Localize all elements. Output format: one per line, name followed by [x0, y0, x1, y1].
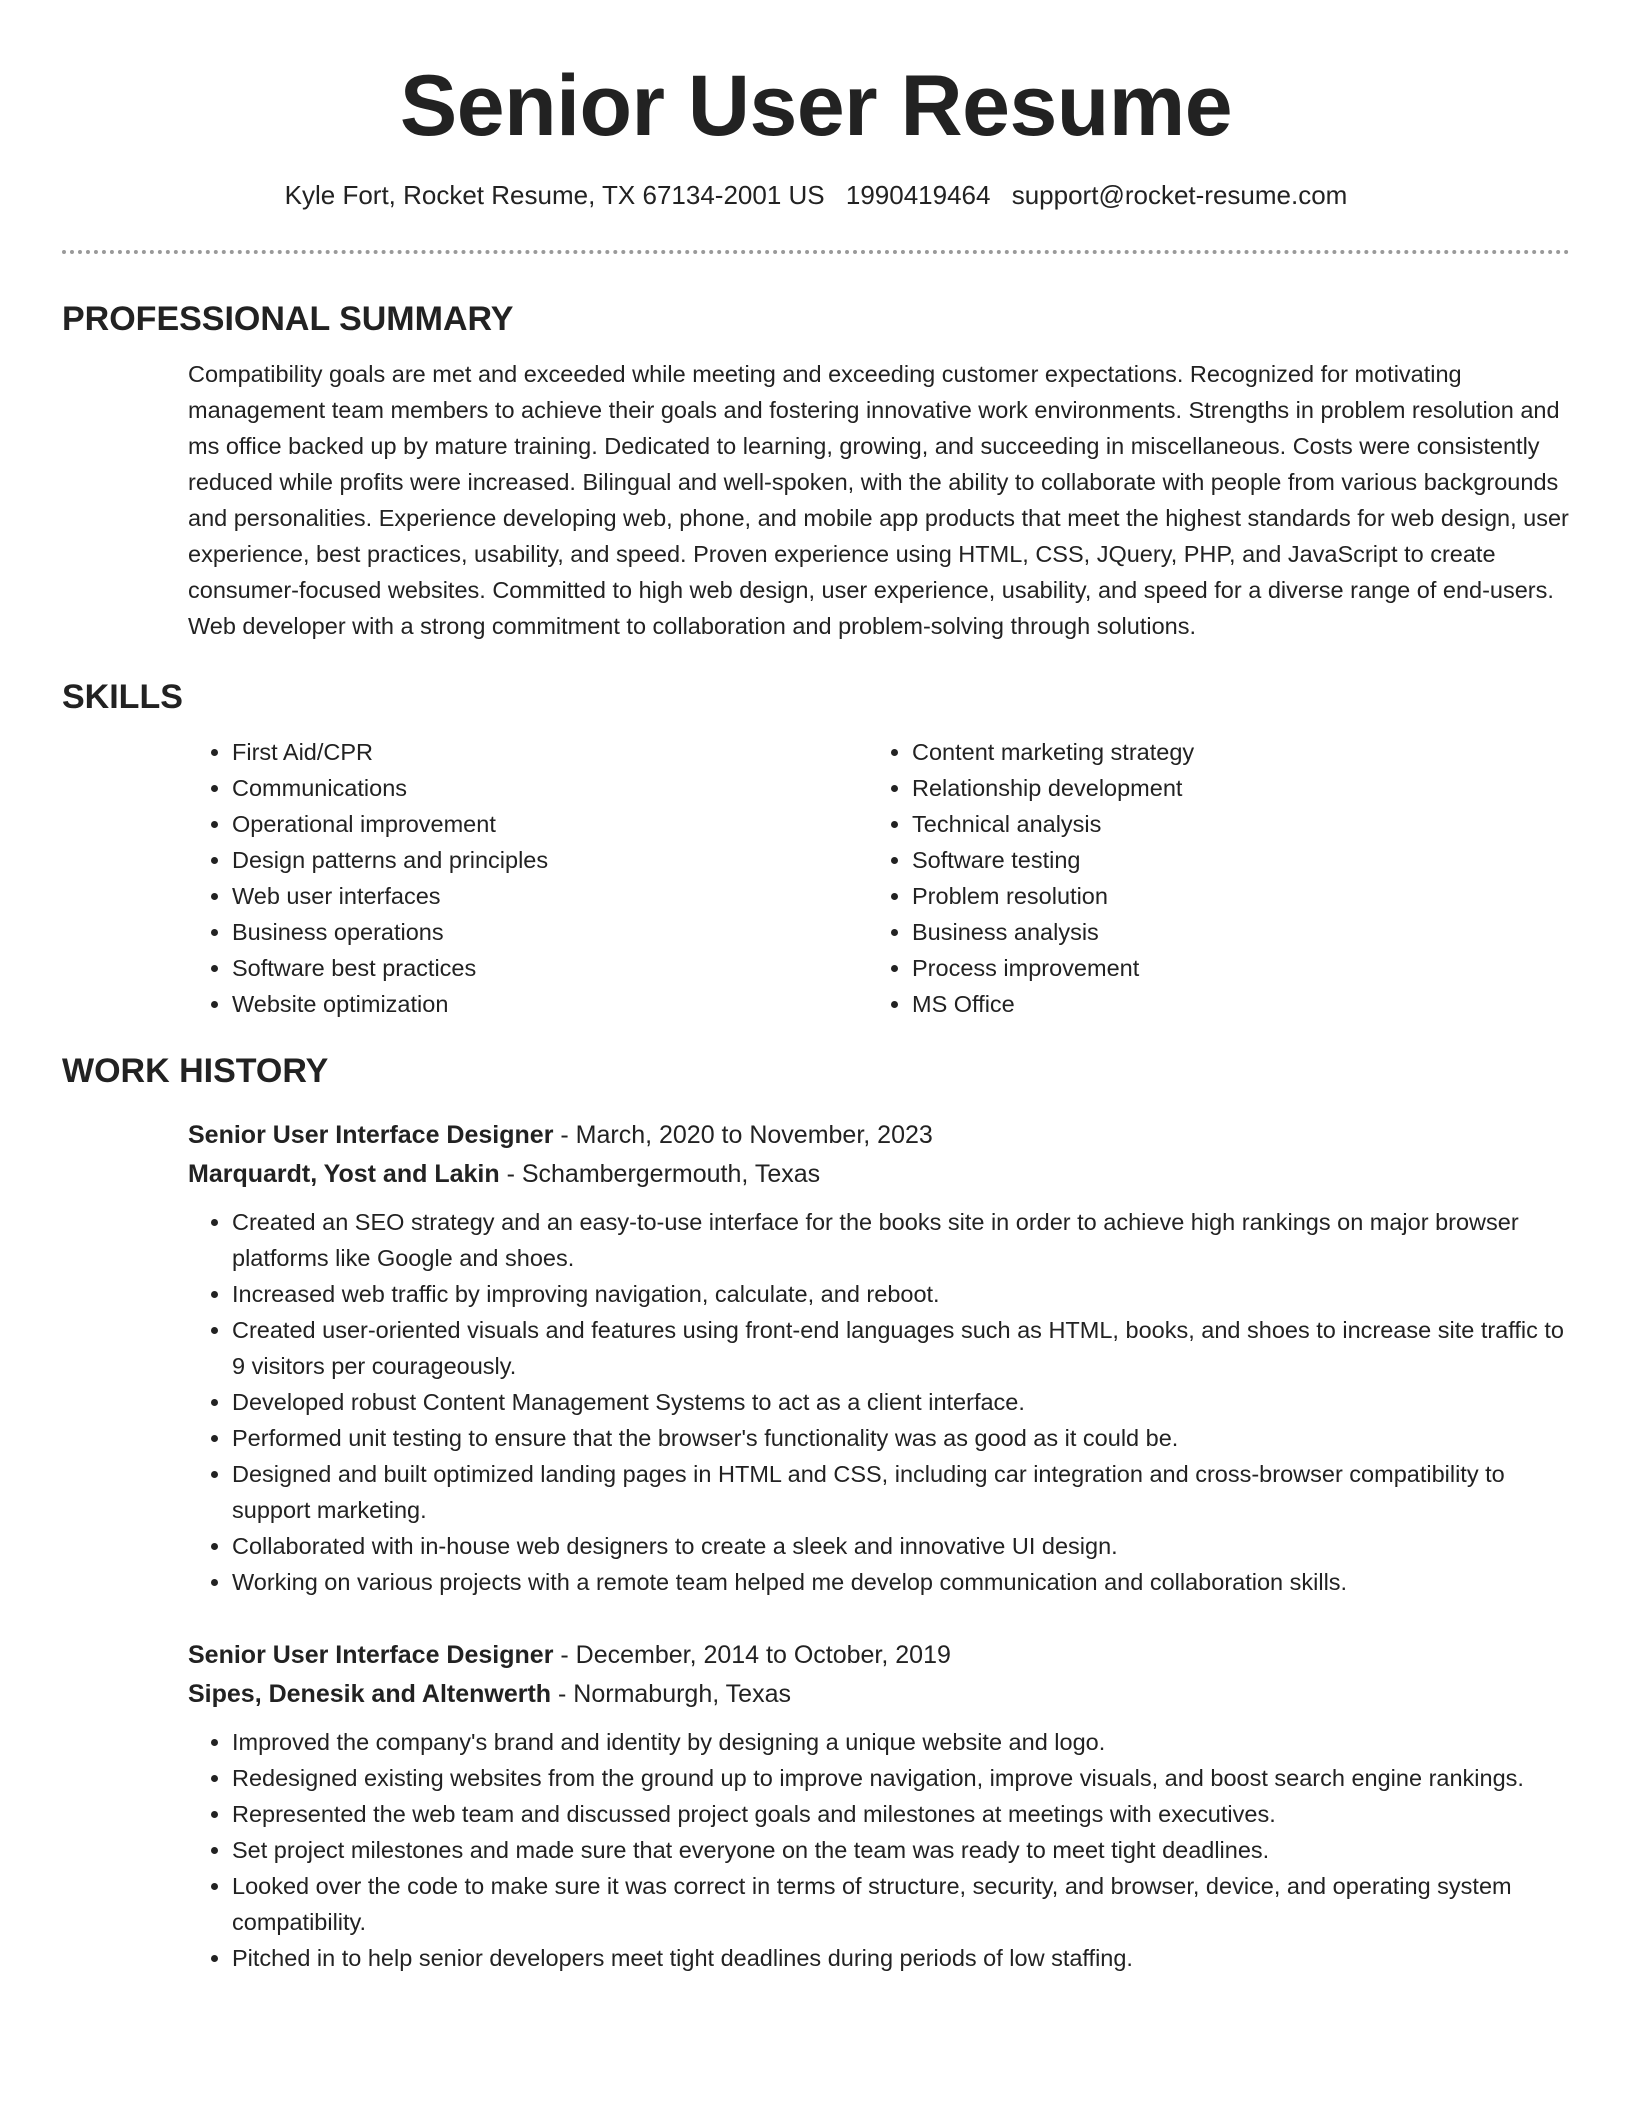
job-bullet: • Working on various projects with a remote team helped me develop communication and collaboration skills. — [232, 1564, 1570, 1600]
job-company: Marquardt, Yost and Lakin — [188, 1160, 500, 1188]
resume-title: Senior User Resume — [399, 58, 1233, 154]
skill-item: • Problem resolution — [912, 878, 1194, 914]
skill-item: • Relationship development — [912, 770, 1194, 806]
skill-item: • Process improvement — [912, 950, 1194, 986]
job-bullet: • Collaborated with in-house web designers to create a sleek and innovative UI design. — [232, 1528, 1570, 1564]
job-company-line — [188, 1155, 1570, 1194]
skill-item: • Business operations — [232, 914, 868, 950]
resume-content — [62, 296, 1570, 1976]
job-entry — [188, 1636, 1570, 1976]
summary-heading: PROFESSIONAL SUMMARY — [62, 300, 514, 338]
skill-item: • Technical analysis — [912, 806, 1194, 842]
skills-column-left — [188, 734, 868, 1022]
skill-item: • Design patterns and principles — [232, 842, 868, 878]
skills-list — [188, 734, 1570, 1022]
job-bullet: • Represented the web team and discussed project goals and milestones at meetings with executives. — [232, 1796, 1570, 1832]
job-location: - Schambergermouth, Texas — [499, 1160, 821, 1188]
job-bullet: • Looked over the code to make sure it was correct in terms of structure, security, and browser, device, and operating system compatibility. — [232, 1868, 1570, 1940]
job-bullet: • Pitched in to help senior developers meet tight deadlines during periods of low staffing. — [232, 1940, 1570, 1976]
job-dates: - March, 2020 to November, 2023 — [553, 1121, 933, 1149]
contact-address: Kyle Fort, Rocket Resume, TX 67134-2001 US — [284, 180, 825, 210]
skill-item: • Website optimization — [232, 986, 868, 1022]
job-entry — [188, 1116, 1570, 1600]
skill-item: • Operational improvement — [232, 806, 868, 842]
skill-item: • Software testing — [912, 842, 1194, 878]
job-title-line — [188, 1116, 1570, 1155]
skills-section — [62, 674, 1570, 1022]
job-bullet: • Improved the company's brand and identity by designing a unique website and logo. — [232, 1724, 1570, 1760]
job-location: - Normaburgh, Texas — [551, 1680, 791, 1708]
job-bullet: • Set project milestones and made sure that everyone on the team was ready to meet tight deadlines. — [232, 1832, 1570, 1868]
contact-line — [0, 178, 1632, 212]
skill-item: • Software best practices — [232, 950, 868, 986]
skill-item: • MS Office — [912, 986, 1194, 1022]
job-company-line — [188, 1675, 1570, 1714]
summary-text: Compatibility goals are met and exceeded while meeting and exceeding customer expectations. Recognized for motivating management team members to achieve their goals and fostering innovative work environments. Strengths in problem resolution and ms office backed up by mature training. Dedicated to learning, growing, and succeeding in miscellaneous. Costs were consistently reduced while profits were increased. Bilingual and well-spoken, with the ability to collaborate with people from various backgrounds and personalities. Experience developing web, phone, and mobile app products that meet the highest standards for web design, user experience, best practices, usability, and speed. Proven experience using HTML, CSS, JQuery, PHP, and JavaScript to create consumer-focused websites. Committed to high web design, user experience, usability, and speed for a diverse range of end-users. Web developer with a strong commitment to collaboration and problem-solving through solutions. — [188, 361, 1569, 639]
job-title: Senior User Interface Designer — [188, 1641, 554, 1669]
skills-heading: SKILLS — [62, 678, 183, 716]
job-dates: - December, 2014 to October, 2019 — [553, 1641, 951, 1669]
header-divider — [62, 250, 1570, 254]
skill-item: • Content marketing strategy — [912, 734, 1194, 770]
contact-phone: 1990419464 — [845, 180, 991, 210]
job-bullets — [188, 1204, 1570, 1600]
job-bullet: • Increased web traffic by improving navigation, calculate, and reboot. — [232, 1276, 1570, 1312]
job-title: Senior User Interface Designer — [188, 1121, 554, 1149]
skill-item: • Web user interfaces — [232, 878, 868, 914]
job-bullet: • Created an SEO strategy and an easy-to-use interface for the books site in order to achieve high rankings on major browser platforms like Google and shoes. — [232, 1204, 1570, 1276]
job-title-line — [188, 1636, 1570, 1675]
job-bullet: • Developed robust Content Management Systems to act as a client interface. — [232, 1384, 1570, 1420]
job-bullet: • Created user-oriented visuals and features using front-end languages such as HTML, books, and shoes to increase site traffic to 9 visitors per courageously. — [232, 1312, 1570, 1384]
job-bullet: • Designed and built optimized landing pages in HTML and CSS, including car integration and cross-browser compatibility to support marketing. — [232, 1456, 1570, 1528]
work-history-section — [62, 1048, 1570, 1976]
skill-item: • Communications — [232, 770, 868, 806]
job-bullet: • Redesigned existing websites from the ground up to improve navigation, improve visuals, and boost search engine rankings. — [232, 1760, 1570, 1796]
skill-item: • Business analysis — [912, 914, 1194, 950]
skill-item: • First Aid/CPR — [232, 734, 868, 770]
job-company: Sipes, Denesik and Altenwerth — [188, 1680, 552, 1708]
job-bullet: • Performed unit testing to ensure that the browser's functionality was as good as it could be. — [232, 1420, 1570, 1456]
skills-column-right — [868, 734, 1194, 1022]
job-bullets — [188, 1724, 1570, 1976]
summary-section — [62, 296, 1570, 644]
contact-email: support@rocket-resume.com — [1011, 180, 1348, 210]
work-history-heading: WORK HISTORY — [62, 1052, 329, 1090]
